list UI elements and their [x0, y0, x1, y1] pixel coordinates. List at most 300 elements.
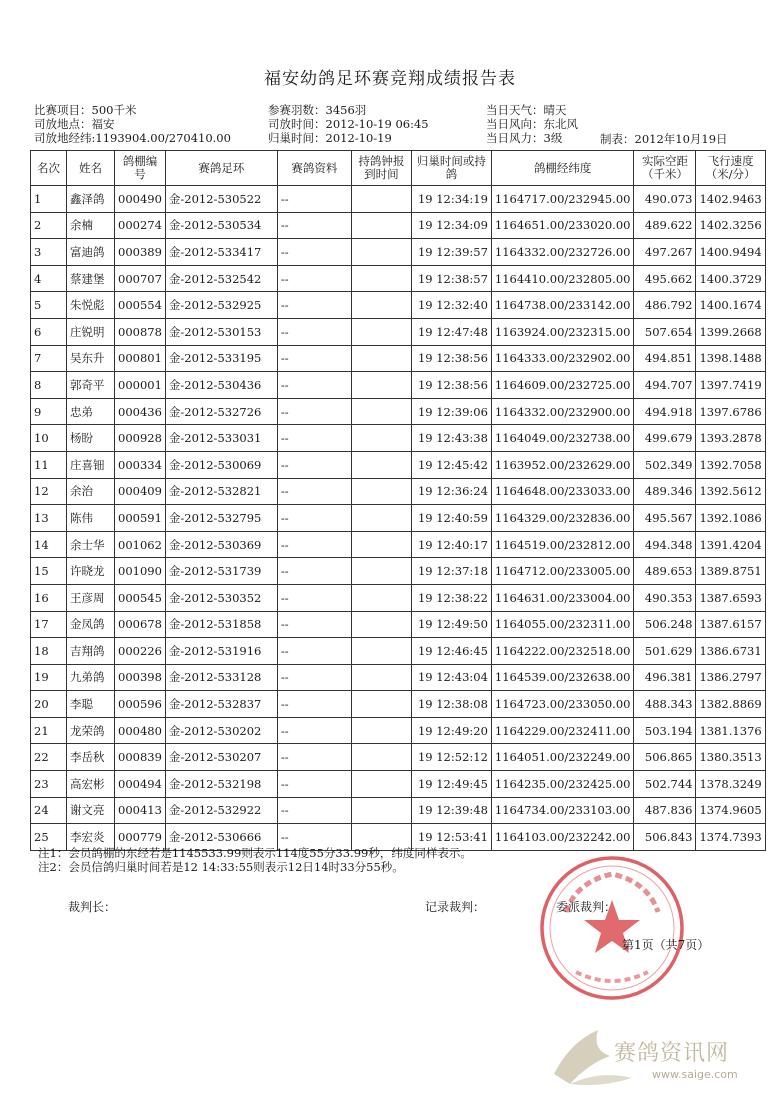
cell-rank: 14: [31, 531, 67, 558]
cell-clock-time: [351, 584, 411, 611]
info-column-2: [268, 103, 429, 145]
table-row: [31, 717, 766, 744]
return-date: 归巢时间：2012-10-19: [268, 131, 392, 145]
cell-rank: 10: [31, 425, 67, 452]
cell-return-time: 19 12:49:50: [411, 611, 491, 638]
cell-clock-time: [351, 531, 411, 558]
cell-loft-coordinates: 1164051.00/232249.00: [491, 744, 634, 771]
cell-pigeon-info: --: [277, 797, 351, 824]
cell-clock-time: [351, 265, 411, 292]
header-loft-number: 鸽棚编号: [115, 151, 166, 186]
cell-distance: 490.073: [634, 186, 696, 213]
cell-loft-coordinates: 1164235.00/232425.00: [491, 771, 634, 798]
cell-speed: 1386.6731: [696, 638, 765, 665]
cell-name: 李聪: [67, 691, 115, 718]
cell-return-time: 19 12:38:22: [411, 584, 491, 611]
cell-speed: 1399.2668: [696, 318, 765, 345]
cell-loft-coordinates: 1164631.00/233004.00: [491, 584, 634, 611]
cell-speed: 1382.8869: [696, 691, 765, 718]
cell-distance: 495.567: [634, 505, 696, 532]
cell-loft-coordinates: 1164651.00/233020.00: [491, 212, 634, 239]
cell-return-time: 19 12:38:56: [411, 372, 491, 399]
header-rank: 名次: [31, 151, 67, 186]
cell-name: 许晓龙: [67, 558, 115, 585]
official-seal-stamp: [536, 852, 688, 1004]
table-header-row: [31, 151, 766, 186]
cell-distance: 487.836: [634, 797, 696, 824]
cell-loft-number: 000413: [115, 797, 166, 824]
cell-pigeon-info: --: [277, 292, 351, 319]
cell-loft-number: 000928: [115, 425, 166, 452]
cell-rank: 2: [31, 212, 67, 239]
cell-loft-number: 000436: [115, 398, 166, 425]
table-row: [31, 186, 766, 213]
cell-ring: 金-2012-533031: [165, 425, 277, 452]
cell-loft-coordinates: 1164609.00/232725.00: [491, 372, 634, 399]
cell-clock-time: [351, 186, 411, 213]
header-pigeon-info: 赛鸽资料: [277, 151, 351, 186]
cell-rank: 18: [31, 638, 67, 665]
cell-pigeon-info: --: [277, 212, 351, 239]
cell-clock-time: [351, 505, 411, 532]
cell-rank: 5: [31, 292, 67, 319]
cell-return-time: 19 12:49:20: [411, 717, 491, 744]
cell-speed: 1387.6157: [696, 611, 765, 638]
wind-direction: 当日风向：东北风: [486, 117, 578, 131]
cell-distance: 494.851: [634, 345, 696, 372]
cell-loft-coordinates: 1164332.00/232900.00: [491, 398, 634, 425]
cell-name: 龙荣鸽: [67, 717, 115, 744]
cell-loft-coordinates: 1164539.00/232638.00: [491, 664, 634, 691]
cell-return-time: 19 12:43:38: [411, 425, 491, 452]
cell-name: 金凤鸽: [67, 611, 115, 638]
cell-ring: 金-2012-532795: [165, 505, 277, 532]
cell-speed: 1387.6593: [696, 584, 765, 611]
table-row: [31, 797, 766, 824]
cell-name: 谢文亮: [67, 797, 115, 824]
header-ring: 赛鸽足环: [165, 151, 277, 186]
cell-clock-time: [351, 611, 411, 638]
cell-distance: 501.629: [634, 638, 696, 665]
cell-name: 忠弟: [67, 398, 115, 425]
cell-return-time: 19 12:36:24: [411, 478, 491, 505]
cell-name: 吴东升: [67, 345, 115, 372]
table-row: [31, 292, 766, 319]
cell-clock-time: [351, 212, 411, 239]
cell-pigeon-info: --: [277, 558, 351, 585]
cell-distance: 506.843: [634, 824, 696, 851]
cell-return-time: 19 12:52:12: [411, 744, 491, 771]
cell-pigeon-info: --: [277, 186, 351, 213]
cell-ring: 金-2012-530069: [165, 451, 277, 478]
cell-loft-coordinates: 1164329.00/232836.00: [491, 505, 634, 532]
report-title: 福安幼鸽足环赛竞翔成绩报告表: [264, 69, 516, 89]
watermark-site-name: 赛鸽资讯网: [614, 1041, 730, 1066]
cell-speed: 1400.3729: [696, 265, 765, 292]
cell-loft-number: 000839: [115, 744, 166, 771]
cell-loft-number: 000545: [115, 584, 166, 611]
cell-loft-coordinates: 1164332.00/232726.00: [491, 239, 634, 266]
cell-distance: 494.918: [634, 398, 696, 425]
cell-loft-number: 000490: [115, 186, 166, 213]
cell-ring: 金-2012-530369: [165, 531, 277, 558]
cell-rank: 3: [31, 239, 67, 266]
header-speed: 飞行速度（米/分）: [696, 151, 765, 186]
header-name: 姓名: [67, 151, 115, 186]
cell-clock-time: [351, 425, 411, 452]
cell-ring: 金-2012-530666: [165, 824, 277, 851]
release-coordinates: 司放地经纬:1193904.00/270410.00: [34, 131, 231, 145]
cell-name: 李岳秋: [67, 744, 115, 771]
cell-pigeon-info: --: [277, 824, 351, 851]
cell-rank: 25: [31, 824, 67, 851]
results-table: [30, 150, 766, 851]
cell-speed: 1381.1376: [696, 717, 765, 744]
cell-loft-number: 000801: [115, 345, 166, 372]
cell-rank: 8: [31, 372, 67, 399]
cell-pigeon-info: --: [277, 425, 351, 452]
cell-loft-coordinates: 1164712.00/233005.00: [491, 558, 634, 585]
cell-return-time: 19 12:39:57: [411, 239, 491, 266]
cell-name: 高宏彬: [67, 771, 115, 798]
cell-name: 余治: [67, 478, 115, 505]
table-row: [31, 451, 766, 478]
cell-return-time: 19 12:38:56: [411, 345, 491, 372]
cell-distance: 494.707: [634, 372, 696, 399]
cell-return-time: 19 12:38:08: [411, 691, 491, 718]
cell-ring: 金-2012-530436: [165, 372, 277, 399]
cell-pigeon-info: --: [277, 478, 351, 505]
cell-clock-time: [351, 771, 411, 798]
cell-pigeon-info: --: [277, 611, 351, 638]
cell-speed: 1391.4204: [696, 531, 765, 558]
cell-speed: 1397.7419: [696, 372, 765, 399]
cell-name: 吉翔鸽: [67, 638, 115, 665]
cell-rank: 17: [31, 611, 67, 638]
cell-distance: 488.343: [634, 691, 696, 718]
note-1: 注1：会员鸽棚的东经若是1145533.99则表示114度55分33.99秒，纬度同样表示。: [38, 846, 472, 860]
cell-loft-number: 000596: [115, 691, 166, 718]
watermark-url: www.saige.com: [652, 1068, 738, 1081]
cell-name: 朱悦彪: [67, 292, 115, 319]
cell-ring: 金-2012-530153: [165, 318, 277, 345]
cell-loft-coordinates: 1163924.00/232315.00: [491, 318, 634, 345]
cell-distance: 486.792: [634, 292, 696, 319]
cell-distance: 502.744: [634, 771, 696, 798]
cell-loft-number: 000226: [115, 638, 166, 665]
cell-name: 富迪鸽: [67, 239, 115, 266]
table-row: [31, 345, 766, 372]
table-row: [31, 584, 766, 611]
cell-loft-number: 001062: [115, 531, 166, 558]
table-row: [31, 372, 766, 399]
cell-name: 陈伟: [67, 505, 115, 532]
recording-referee-label: 记录裁判：: [425, 900, 486, 914]
cell-clock-time: [351, 478, 411, 505]
table-row: [31, 505, 766, 532]
cell-distance: 489.346: [634, 478, 696, 505]
release-location: 司放地点：福安: [34, 117, 115, 131]
cell-rank: 21: [31, 717, 67, 744]
cell-pigeon-info: --: [277, 345, 351, 372]
cell-pigeon-info: --: [277, 318, 351, 345]
cell-clock-time: [351, 717, 411, 744]
cell-pigeon-info: --: [277, 744, 351, 771]
cell-distance: 494.348: [634, 531, 696, 558]
cell-rank: 22: [31, 744, 67, 771]
cell-loft-coordinates: 1164734.00/233103.00: [491, 797, 634, 824]
table-row: [31, 558, 766, 585]
table-row: [31, 531, 766, 558]
cell-clock-time: [351, 558, 411, 585]
cell-loft-coordinates: 1164723.00/233050.00: [491, 691, 634, 718]
cell-speed: 1400.9494: [696, 239, 765, 266]
cell-distance: 497.267: [634, 239, 696, 266]
table-row: [31, 265, 766, 292]
cell-loft-number: 000409: [115, 478, 166, 505]
cell-loft-coordinates: 1164229.00/232411.00: [491, 717, 634, 744]
cell-speed: 1392.7058: [696, 451, 765, 478]
cell-pigeon-info: --: [277, 584, 351, 611]
cell-loft-coordinates: 1164103.00/232242.00: [491, 824, 634, 851]
header-return-time: 归巢时间或持鸽: [411, 151, 491, 186]
cell-distance: 506.248: [634, 611, 696, 638]
cell-speed: 1402.9463: [696, 186, 765, 213]
cell-pigeon-info: --: [277, 451, 351, 478]
cell-pigeon-info: --: [277, 717, 351, 744]
cell-distance: 489.622: [634, 212, 696, 239]
cell-loft-number: 000494: [115, 771, 166, 798]
cell-distance: 490.353: [634, 584, 696, 611]
page-number: 第1页（共7页）: [622, 938, 710, 952]
cell-name: 王彦周: [67, 584, 115, 611]
wind-force: 当日风力：3级: [486, 131, 563, 145]
cell-pigeon-info: --: [277, 372, 351, 399]
cell-return-time: 19 12:34:09: [411, 212, 491, 239]
table-row: [31, 398, 766, 425]
cell-rank: 16: [31, 584, 67, 611]
cell-loft-coordinates: 1164519.00/232812.00: [491, 531, 634, 558]
cell-clock-time: [351, 797, 411, 824]
cell-rank: 1: [31, 186, 67, 213]
cell-distance: 507.654: [634, 318, 696, 345]
cell-name: 杨盼: [67, 425, 115, 452]
table-row: [31, 771, 766, 798]
cell-distance: 495.662: [634, 265, 696, 292]
cell-loft-number: 001090: [115, 558, 166, 585]
info-column-1: [34, 103, 231, 145]
cell-loft-number: 000334: [115, 451, 166, 478]
cell-ring: 金-2012-532542: [165, 265, 277, 292]
cell-name: 蔡建堡: [67, 265, 115, 292]
cell-ring: 金-2012-533128: [165, 664, 277, 691]
cell-loft-number: 000878: [115, 318, 166, 345]
table-row: [31, 664, 766, 691]
cell-clock-time: [351, 691, 411, 718]
cell-loft-coordinates: 1164222.00/232518.00: [491, 638, 634, 665]
cell-name: 李宏炎: [67, 824, 115, 851]
table-row: [31, 478, 766, 505]
cell-ring: 金-2012-532726: [165, 398, 277, 425]
cell-loft-coordinates: 1164717.00/232945.00: [491, 186, 634, 213]
cell-ring: 金-2012-532837: [165, 691, 277, 718]
table-row: [31, 691, 766, 718]
cell-return-time: 19 12:34:19: [411, 186, 491, 213]
cell-ring: 金-2012-530207: [165, 744, 277, 771]
cell-name: 庄锐明: [67, 318, 115, 345]
cell-return-time: 19 12:53:41: [411, 824, 491, 851]
cell-loft-number: 000678: [115, 611, 166, 638]
cell-speed: 1402.3256: [696, 212, 765, 239]
entries-count: 参赛羽数：3456羽: [268, 103, 367, 117]
cell-return-time: 19 12:40:59: [411, 505, 491, 532]
cell-return-time: 19 12:46:45: [411, 638, 491, 665]
cell-ring: 金-2012-530202: [165, 717, 277, 744]
cell-loft-coordinates: 1164333.00/232902.00: [491, 345, 634, 372]
cell-clock-time: [351, 664, 411, 691]
cell-pigeon-info: --: [277, 398, 351, 425]
cell-rank: 20: [31, 691, 67, 718]
cell-return-time: 19 12:38:57: [411, 265, 491, 292]
cell-pigeon-info: --: [277, 531, 351, 558]
cell-loft-number: 000398: [115, 664, 166, 691]
header-loft-coordinates: 鸽棚经纬度: [491, 151, 634, 186]
cell-ring: 金-2012-531739: [165, 558, 277, 585]
note-2: 注2：会员信鸽归巢时间若是12 14:33:55则表示12日14时33分55秒。: [38, 860, 404, 874]
cell-pigeon-info: --: [277, 265, 351, 292]
cell-loft-number: 000779: [115, 824, 166, 851]
cell-rank: 11: [31, 451, 67, 478]
cell-loft-number: 000389: [115, 239, 166, 266]
cell-distance: 503.194: [634, 717, 696, 744]
cell-ring: 金-2012-530522: [165, 186, 277, 213]
cell-pigeon-info: --: [277, 239, 351, 266]
cell-distance: 502.349: [634, 451, 696, 478]
cell-loft-number: 000591: [115, 505, 166, 532]
table-row: [31, 638, 766, 665]
cell-rank: 19: [31, 664, 67, 691]
cell-pigeon-info: --: [277, 505, 351, 532]
cell-clock-time: [351, 372, 411, 399]
cell-return-time: 19 12:32:40: [411, 292, 491, 319]
cell-ring: 金-2012-532821: [165, 478, 277, 505]
cell-name: 庄喜钿: [67, 451, 115, 478]
cell-loft-number: 000274: [115, 212, 166, 239]
cell-speed: 1392.5612: [696, 478, 765, 505]
cell-name: 九弟鸽: [67, 664, 115, 691]
prepared-date: 制表：2012年10月19日: [600, 132, 728, 146]
cell-rank: 15: [31, 558, 67, 585]
cell-distance: 496.381: [634, 664, 696, 691]
table-row: [31, 239, 766, 266]
cell-speed: 1400.1674: [696, 292, 765, 319]
cell-speed: 1374.7393: [696, 824, 765, 851]
cell-ring: 金-2012-533417: [165, 239, 277, 266]
cell-return-time: 19 12:39:06: [411, 398, 491, 425]
cell-loft-number: 000480: [115, 717, 166, 744]
cell-rank: 4: [31, 265, 67, 292]
cell-clock-time: [351, 451, 411, 478]
cell-clock-time: [351, 239, 411, 266]
cell-rank: 23: [31, 771, 67, 798]
cell-return-time: 19 12:43:04: [411, 664, 491, 691]
cell-speed: 1374.9605: [696, 797, 765, 824]
cell-return-time: 19 12:45:42: [411, 451, 491, 478]
cell-return-time: 19 12:49:45: [411, 771, 491, 798]
cell-clock-time: [351, 398, 411, 425]
cell-pigeon-info: --: [277, 691, 351, 718]
cell-rank: 24: [31, 797, 67, 824]
chief-referee-label: 裁判长：: [68, 900, 117, 914]
cell-distance: 499.679: [634, 425, 696, 452]
results-body: [31, 186, 766, 851]
cell-speed: 1380.3513: [696, 744, 765, 771]
cell-loft-coordinates: 1164055.00/232311.00: [491, 611, 634, 638]
cell-return-time: 19 12:37:18: [411, 558, 491, 585]
cell-loft-coordinates: 1164049.00/232738.00: [491, 425, 634, 452]
cell-name: 鑫泽鸽: [67, 186, 115, 213]
cell-rank: 7: [31, 345, 67, 372]
cell-clock-time: [351, 638, 411, 665]
cell-distance: 489.653: [634, 558, 696, 585]
cell-ring: 金-2012-531858: [165, 611, 277, 638]
cell-loft-number: 000554: [115, 292, 166, 319]
cell-clock-time: [351, 292, 411, 319]
cell-ring: 金-2012-531916: [165, 638, 277, 665]
cell-rank: 9: [31, 398, 67, 425]
cell-name: 郭奇平: [67, 372, 115, 399]
cell-loft-coordinates: 1164738.00/233142.00: [491, 292, 634, 319]
header-clock-time: 持鸽钟报到时间: [351, 151, 411, 186]
table-row: [31, 212, 766, 239]
cell-speed: 1386.2797: [696, 664, 765, 691]
cell-ring: 金-2012-530534: [165, 212, 277, 239]
info-column-3: [486, 103, 578, 145]
cell-pigeon-info: --: [277, 638, 351, 665]
cell-rank: 6: [31, 318, 67, 345]
notes: [38, 846, 472, 874]
cell-speed: 1398.1488: [696, 345, 765, 372]
cell-clock-time: [351, 345, 411, 372]
cell-ring: 金-2012-530352: [165, 584, 277, 611]
cell-name: 余楠: [67, 212, 115, 239]
cell-speed: 1397.6786: [696, 398, 765, 425]
table-row: [31, 744, 766, 771]
cell-loft-number: 000707: [115, 265, 166, 292]
cell-ring: 金-2012-532925: [165, 292, 277, 319]
release-time: 司放时间：2012-10-19 06:45: [268, 117, 429, 131]
cell-return-time: 19 12:47:48: [411, 318, 491, 345]
cell-loft-coordinates: 1163952.00/232629.00: [491, 451, 634, 478]
cell-speed: 1392.1086: [696, 505, 765, 532]
cell-speed: 1393.2878: [696, 425, 765, 452]
delegated-referee-label: 委派裁判：: [556, 900, 617, 914]
cell-loft-coordinates: 1164410.00/232805.00: [491, 265, 634, 292]
cell-speed: 1378.3249: [696, 771, 765, 798]
cell-rank: 13: [31, 505, 67, 532]
cell-name: 余士华: [67, 531, 115, 558]
cell-loft-number: 000001: [115, 372, 166, 399]
table-row: [31, 425, 766, 452]
cell-ring: 金-2012-532922: [165, 797, 277, 824]
weather: 当日天气：晴天: [486, 103, 567, 117]
cell-return-time: 19 12:40:17: [411, 531, 491, 558]
cell-ring: 金-2012-532198: [165, 771, 277, 798]
cell-loft-coordinates: 1164648.00/233033.00: [491, 478, 634, 505]
cell-rank: 12: [31, 478, 67, 505]
table-row: [31, 611, 766, 638]
header-distance: 实际空距（千米）: [634, 151, 696, 186]
